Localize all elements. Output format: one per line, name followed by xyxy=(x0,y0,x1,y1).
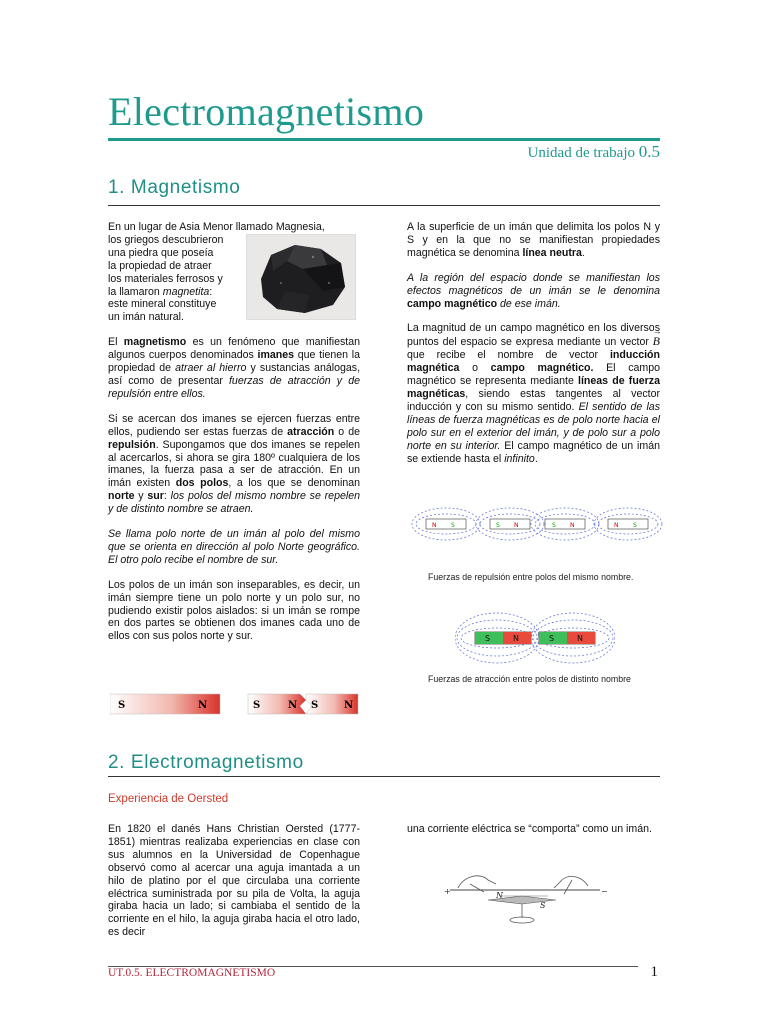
emphasis: los polos del mismo nombre se repelen y de distinto nombre se atraen. xyxy=(108,490,360,516)
oersted-illustration xyxy=(440,866,610,930)
text: que recibe el nombre de vector xyxy=(407,349,610,362)
caption-repulsion: Fuerzas de repulsión entre polos del mismo nombre. xyxy=(428,572,634,582)
section-divider xyxy=(108,205,660,206)
paragraph-magnesia xyxy=(108,221,360,324)
text-line: los materiales ferrosos y xyxy=(108,272,223,285)
term-campo: campo magnético. xyxy=(490,362,594,375)
emphasis: atraer al hierro xyxy=(175,362,247,375)
pole-s-label: S xyxy=(485,634,491,643)
pole-n-label: N xyxy=(513,634,519,643)
text: La magnitud de un campo magnético en los diversos puntos del espacio se expresa mediante un vector xyxy=(407,322,660,349)
emphasis: Se llama polo norte de un imán al polo del mismo que se orienta en dirección al polo Norte geográfico. El otro polo recibe el nombre de sur. xyxy=(108,528,360,566)
emphasis: A la región del espacio donde se manifiestan los efectos magnéticos de un imán se le denomina xyxy=(407,271,660,297)
term-magnetismo: magnetismo xyxy=(123,336,187,349)
term-magnetita: magnetita xyxy=(162,285,210,298)
text-line: la propiedad de atraer xyxy=(108,259,212,272)
needle-n-label: N xyxy=(496,891,503,900)
term-atraccion: atracción xyxy=(287,425,335,438)
emphasis: fuerzas de atracción y de repulsión entre ellos. xyxy=(108,374,360,400)
term-imanes: imanes xyxy=(257,349,295,362)
text: El campo magnético se representa mediante xyxy=(407,362,660,388)
paragraph-campo-magnetico xyxy=(407,272,660,311)
text: o xyxy=(459,362,491,375)
svg-text:+: + xyxy=(444,887,451,896)
unit-label-text: Unidad de trabajo xyxy=(527,145,635,161)
left-column-magnetismo xyxy=(108,221,360,655)
text: Si se acercan dos imanes se ejercen fuerzas entre ellos, pudiendo ser estas fuerzas de xyxy=(108,412,360,438)
text: A la superficie de un imán que delimita los polos N y S y en la que no se manifiestan propiedades magnética se denomina xyxy=(407,221,660,259)
pole-n-label: N xyxy=(570,522,575,529)
text: : xyxy=(163,490,171,503)
section-heading-magnetismo: 1. Magnetismo xyxy=(108,177,241,198)
text: . xyxy=(581,246,585,259)
paragraph-oersted: En 1820 el danés Hans Christian Oersted (1777-1851) mientras realizaba experiencias en clase con sus alumnos en la Universidad de Copenhague observó como al acercar una aguja imantada a un hilo de platino por el que circulaba una corriente eléctrica suministrada por su pila de Volta, la aguja giraba hacia un lado; si cambiaba el sentido de la corriente en el hilo, la aguja giraba hacia el otro lado, es decir xyxy=(108,823,360,939)
right-column-oersted xyxy=(407,823,660,848)
text: El campo magnético de un imán se extiende hasta el xyxy=(407,439,660,465)
unit-label xyxy=(528,142,660,162)
text: El xyxy=(108,336,124,349)
text-line: la llamaron xyxy=(108,285,163,298)
text-line: los griegos descubrieron xyxy=(108,233,224,246)
subheading-oersted: Experiencia de Oersted xyxy=(108,793,229,805)
magnet-n-label: N xyxy=(198,700,208,711)
magnet-s-label: S xyxy=(118,700,126,711)
text: . Supongamos que dos imanes se repelen al acercarlos, si ahora se gira 180º cualquiera de los imanes, la fuerza pasa a ser de atracción. En un imán existen xyxy=(108,438,360,490)
paragraph-inseparables: Los polos de un imán son inseparables, es decir, un imán siempre tiene un polo norte y un polo sur, no pudiendo existir polos aislados: si un imán se rompe en dos partes se obtienen dos imanes cada uno de ellos con sus polos norte y sur. xyxy=(108,578,360,643)
text: o de xyxy=(334,425,361,438)
unit-number: 0.5 xyxy=(638,142,660,161)
text-line: este mineral constituye xyxy=(108,298,217,311)
page-title: Electromagnetismo xyxy=(108,89,425,134)
text-line: una piedra que poseía xyxy=(108,246,214,259)
magnet-break-illustration xyxy=(110,692,360,718)
title-divider xyxy=(108,138,660,141)
repulsion-diagram xyxy=(410,500,664,548)
term-campo-magnetico: campo magnético xyxy=(407,297,498,310)
text: y xyxy=(134,490,148,503)
pole-s-label: S xyxy=(496,522,500,529)
left-column-oersted xyxy=(108,823,360,951)
footer-unit-label: UT.0.5. ELECTROMAGNETISMO xyxy=(108,967,276,979)
section-divider xyxy=(108,776,660,777)
term-dos-polos: dos polos xyxy=(175,477,229,490)
paragraph-magnetismo xyxy=(108,336,360,401)
right-column-magnetismo xyxy=(407,221,660,477)
magnet-s-label: S xyxy=(311,700,319,711)
pole-s-label: S xyxy=(633,522,637,529)
text: es un fenómeno que manifiestan algunos cuerpos denominados xyxy=(108,336,360,362)
paragraph-linea-neutra xyxy=(407,221,660,260)
text-line: un imán natural. xyxy=(108,311,184,324)
term-lineas-fuerza: líneas de fuerza magnéticas xyxy=(407,375,660,400)
magnet-s-label: S xyxy=(253,700,261,711)
term-linea-neutra: línea neutra xyxy=(522,246,582,259)
needle-s-label: S xyxy=(540,901,546,910)
page-number: 1 xyxy=(650,964,658,980)
section-heading-electromagnetismo: 2. Electromagnetismo xyxy=(108,752,304,773)
emphasis: de ese imán. xyxy=(497,297,561,310)
magnet-n-label: N xyxy=(288,700,298,711)
text: , siendo estas tangentes al vector inducción y con su mismo sentido. xyxy=(407,387,660,413)
pole-s-label: S xyxy=(552,522,556,529)
emphasis: El sentido de las líneas de fuerza magnéticas es de polo norte hacia el polo sur en el exterior del imán, y de polo sur a polo norte en su interior. xyxy=(407,400,660,452)
term-infinito: infinito xyxy=(504,452,535,465)
term-norte: norte xyxy=(108,490,135,503)
pole-n-label: N xyxy=(514,522,519,529)
pole-n-label: N xyxy=(432,522,437,529)
pole-n-label: N xyxy=(614,522,619,529)
pole-n-label: N xyxy=(577,634,583,643)
magnet-n-label: N xyxy=(344,700,354,711)
svg-text:−: − xyxy=(601,887,608,896)
paragraph-polos xyxy=(108,413,360,516)
pole-s-label: S xyxy=(549,634,555,643)
attraction-diagram xyxy=(455,610,615,666)
term-repulsion: repulsión xyxy=(108,438,156,451)
text: , a los que se denominan xyxy=(228,477,360,490)
text-line: En un lugar de Asia Menor llamado Magnesia, xyxy=(108,221,325,233)
text-line: : xyxy=(209,285,213,298)
term-sur: sur xyxy=(147,490,164,503)
pole-s-label: S xyxy=(451,522,455,529)
paragraph-comporta-iman: una corriente eléctrica se “comporta” como un imán. xyxy=(407,823,652,835)
text: . xyxy=(534,452,538,465)
caption-atraccion: Fuerzas de atracción entre polos de distinto nombre xyxy=(428,674,631,684)
term-induccion: inducción magnética xyxy=(407,349,660,375)
paragraph-polo-norte xyxy=(108,528,360,567)
vector-b: → B xyxy=(653,334,660,348)
text: que tienen la propiedad de xyxy=(108,349,360,375)
text: y sustancias análogas, así como de presentar xyxy=(108,362,361,387)
paragraph-induccion xyxy=(407,322,660,465)
